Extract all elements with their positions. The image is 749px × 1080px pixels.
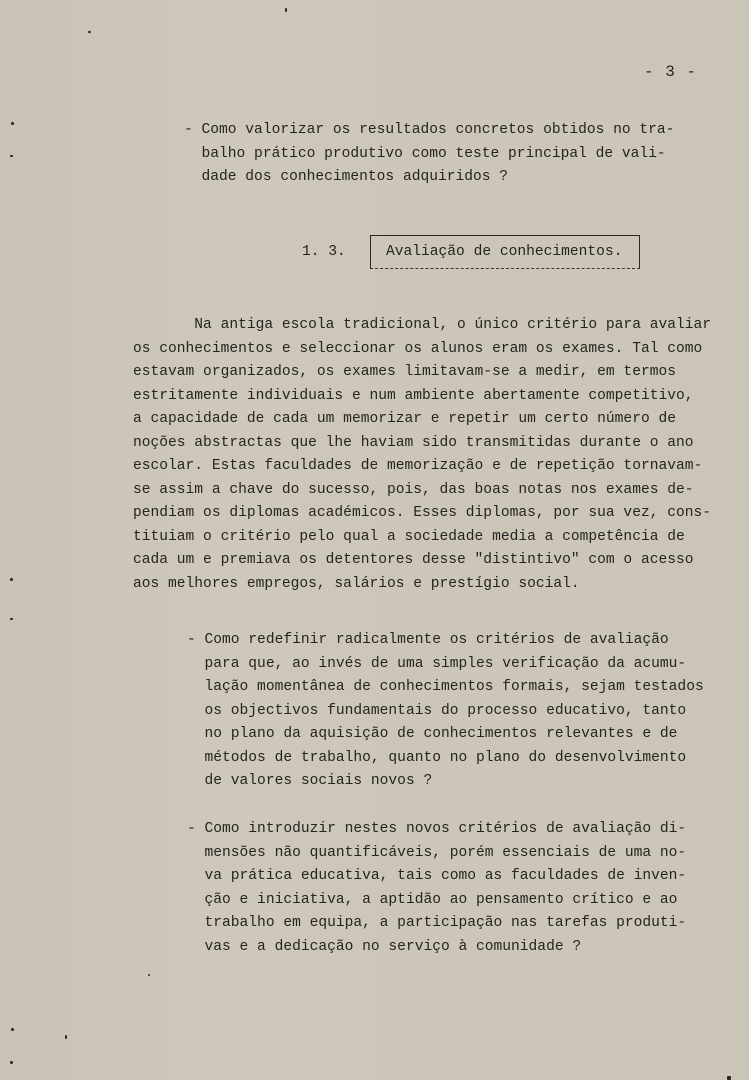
text-line: Na antiga escola tradicional, o único critério para avaliar (133, 317, 712, 333)
scan-speck (11, 1028, 14, 1031)
text-line: - Como introduzir nestes novos critérios de avaliação di- (187, 821, 687, 837)
text-line: cada um e premiava os detentores desse "distintivo" com o acesso (133, 552, 694, 568)
text-line: vas e a dedicação no serviço à comunidade ? (187, 938, 582, 955)
section-number: 1. 3. (302, 244, 346, 260)
text-line: a capacidade de cada um memorizar e repetir um certo número de (133, 411, 676, 427)
scan-speck (65, 1035, 67, 1039)
text-line: pendiam os diplomas académicos. Esses diplomas, por sua vez, cons- (133, 505, 712, 521)
text-line: lação momentânea de conhecimentos formais, sejam testados (187, 679, 704, 695)
text-line: métodos de trabalho, quanto no plano do desenvolvimento (187, 749, 687, 766)
text-line: se assim a chave do sucesso, pois, das boas notas nos exames de- (133, 481, 694, 498)
scan-speck (10, 155, 13, 157)
text-line: va prática educativa, tais como as faculdades de inven- (187, 868, 687, 884)
text-line: tituiam o critério pelo qual a sociedade media a competência de (133, 528, 685, 545)
scan-speck (148, 974, 150, 976)
text-line: dade dos conhecimentos adquiridos ? (184, 169, 509, 185)
text-line: escolar. Estas faculdades de memorização e de repetição tornavam- (133, 458, 703, 474)
scan-speck (10, 578, 13, 581)
scan-speck (88, 31, 91, 33)
question-2 (187, 629, 704, 794)
scan-speck (10, 618, 13, 620)
text-line: os conhecimentos e seleccionar os alunos eram os exames. Tal como (133, 340, 703, 357)
text-line: os objectivos fundamentais do processo educativo, tanto (187, 702, 687, 719)
section-title: Avaliação de conhecimentos. (386, 244, 623, 260)
body-paragraph (133, 314, 711, 596)
scan-speck (727, 1076, 731, 1080)
text-line: estritamente individuais e num ambiente abertamente competitivo, (133, 387, 694, 404)
text-line: noções abstractas que lhe haviam sido transmitidas durante o ano (133, 434, 694, 451)
text-line: aos melhores empregos, salários e prestígio social. (133, 575, 580, 592)
scan-speck (10, 1061, 13, 1064)
text-line: mensões não quantificáveis, porém essenciais de uma no- (187, 844, 687, 861)
question-1 (184, 119, 674, 190)
text-line: - Como valorizar os resultados concretos obtidos no tra- (184, 122, 675, 138)
text-line: no plano da aquisição de conhecimentos relevantes e de (187, 726, 678, 742)
page-number: - 3 - (644, 63, 698, 81)
question-3 (187, 818, 686, 959)
text-line: para que, ao invés de uma simples verificação da acumu- (187, 655, 687, 672)
text-line: balho prático produtivo como teste principal de vali- (184, 145, 666, 162)
text-line: trabalho em equipa, a participação nas tarefas produti- (187, 915, 687, 931)
scan-speck (11, 122, 14, 125)
text-line: de valores sociais novos ? (187, 773, 433, 789)
text-line: - Como redefinir radicalmente os critérios de avaliação (187, 632, 669, 648)
scan-speck (285, 8, 287, 12)
text-line: estavam organizados, os exames limitavam-se a medir, em termos (133, 364, 676, 380)
text-line: ção e iniciativa, a aptidão ao pensamento crítico e ao (187, 891, 678, 908)
